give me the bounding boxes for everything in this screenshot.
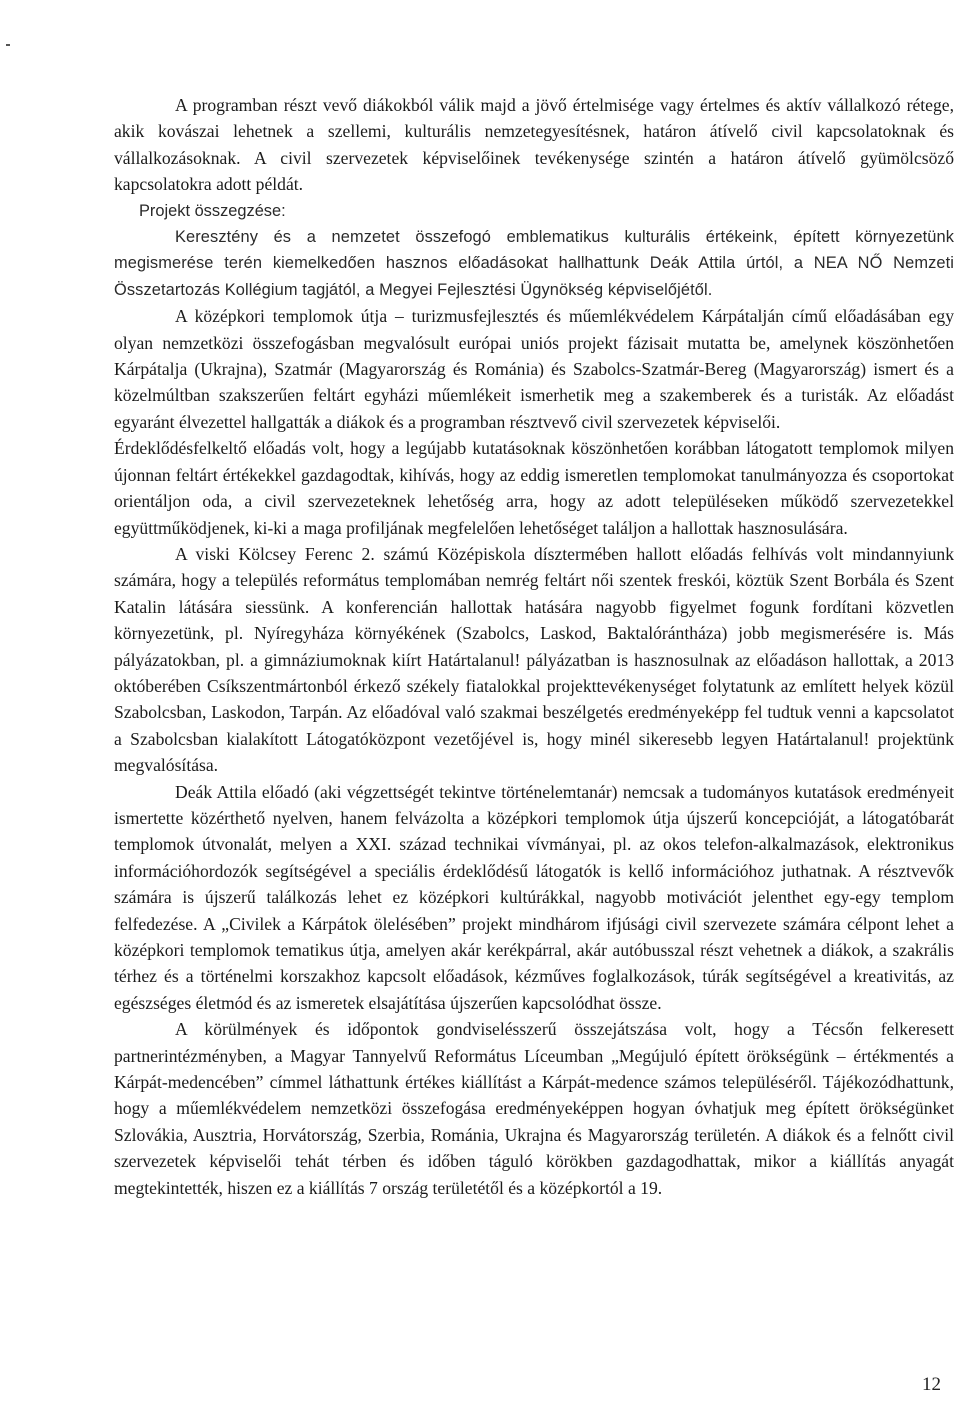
paragraph-summary: Keresztény és a nemzetet összefogó emblematikus kulturális értékeink, épített környezetünk megismerése terén kiemelkedően hasznos előadásokat hallhattunk Deák Attila úrtól, a NEA NŐ Nemzeti Összetartozás Kollégium tagjától, a Megyei Fejlesztési Ügynökség képviselőjétől. bbox=[114, 228, 954, 299]
paragraph-intro: A programban részt vevő diákokból válik majd a jövő értelmisége vagy értelmes és aktív vállalkozó rétege, akik kovászai lehetnek a szellemi, kulturális nemzetegyesítésnek, határon átívelő civil kapcsolatoknak és vállalkozásoknak. A civil szervezetek képviselőinek tevékenysége szintén a határon átívelő gyümölcsöző kapcsolatokra adott példát. bbox=[114, 95, 954, 195]
summary-heading: Projekt összegzése: bbox=[139, 201, 286, 220]
paragraph-deak-attila: Deák Attila előadó (aki végzettségét tekintve történelemtanár) nemcsak a tudományos kutatások eredményeit ismertette közérthető nyelven, hanem felvázolta a középkori templomok útja újszerű koncepcióját, a látogatóbarát templomok útvonalát, melyen a XXI. század technikai vívmányai, pl. az okos telefon-alkalmazások, elektronikus információhordozók segítségével a speciális érdeklődésű látogatók is kellő információhoz juthatnak. A résztvevők számára is újszerű találkozás lehet ez középkori kultúrákkal, nagyobb motivációt jelenthet egy-egy templom felfedezése. A „Civilek a Kárpátok ölelésében” projekt mindhárom ifjúsági civil szervezete számára célpont lehet a középkori templomok tematikus útja, amelyen akár kerékpárral, akár autóbusszal részt vehetnek a diákok, a szakrális térhez és a történelmi korszakhoz kapcsolt előadások, kézműves foglalkozások, túrák segítségével a kreativitás, az egészséges életmód és az ismeretek elsajátítása újszerűen kapcsolódhat össze. bbox=[114, 781, 954, 1013]
paragraph-visk-school: A viski Kölcsey Ferenc 2. számú Középiskola dísztermében hallott előadás felhívás volt mindannyiunk számára, hogy a település református templomában nemrég feltárt női szentek freskói, köztük Szent Borbála és Szent Katalin látására siessünk. A konferencián hallottak hatására nagyobb figyelmet fogunk fordítani közvetlen környezetünk, pl. Nyíregyháza környékének (Szabolcs, Laskod, Baktalórántháza) jobb megismerésére is. Más pályázatokban, pl. a gimnáziumoknak kiírt Határtalanul! pályázatban is hasznosulnak az előadáson hallottak, a 2013 októberében Csíkszentmártonból érkező székely fiatalokkal projekttevékenységet folytatunk az említett helyek közül Szabolcsban, Laskodon, Tarpán. Az előadóval való szakmai beszélgetés eredményeképp fel tudtuk venni a kapcsolatot a Szabolcsban kialakított Látogatóközpont vezetőjével is, hogy minél sikeresebb legyen Határtalanul! projektünk megvalósítása. bbox=[114, 543, 954, 776]
scan-artifact-mark bbox=[6, 44, 10, 46]
page-number: 12 bbox=[922, 1374, 941, 1395]
paragraph-tecso-exhibition: A körülmények és időpontok gondviselésszerű összejátszása volt, hogy a Técsőn felkeresett partnerintézményben, a Magyar Tannyelvű Református Líceumban „Megújuló épített örökségünk – értékmentés a Kárpát-medencében” címmel láthattunk értékes kiállítást a Kárpát-medence számos településéről. Tájékozódhattunk, hogy a műemlékvédelem nemzetközi összefogása eredményeképpen hogyan óvhatjuk meg épített örökségünket Szlovákia, Ausztria, Horvátország, Szerbia, Románia, Ukrajna és Magyarország területén. A diákok és a felnőtt civil szervezetek képviselői tehát térben és időben táguló körökben gazdagodhattak, mikor a kiállítás anyagát megtekintették, hiszen ez a kiállítás 7 ország területétől és a középkortól a 19. bbox=[114, 1019, 954, 1198]
document-body bbox=[114, 92, 954, 1201]
paragraph-lecture-overview: A középkori templomok útja – turizmusfejlesztés és műemlékvédelem Kárpátalján című előadásában egy olyan nemzetközi összefogásban megvalósult európai uniós projekt fázisait mutatta be, amelynek köszönhetően Kárpátalja (Ukrajna), Szatmár (Magyarország és Románia) és Szabolcs-Szatmár-Bereg (Magyarország) ismert és a közelmúltban szakszerűen feltárt egyházi műemlékeit ismerhetik meg a szakemberek és a turisták. Az előadást egyaránt élvezettel hallgatták a diákok és a programban résztvevő civil szervezetek képviselői. bbox=[114, 306, 954, 432]
paragraph-interest: Érdeklődésfelkeltő előadás volt, hogy a legújabb kutatásoknak köszönhetően korábban látogatott templomok milyen újonnan feltárt értékekkel gazdagodtak, kihívás, hogy az eddig ismeretlen templomokat tanulmányozza és csoportokat orientáljon oda, a civil szervezeteknek lehetőség arra, hogy az adott településeken működő szervezetekkel együttműködjenek, ki-ki a maga profiljának megfelelően lehetőséget találjon a hallottak hasznosulására. bbox=[114, 438, 954, 538]
